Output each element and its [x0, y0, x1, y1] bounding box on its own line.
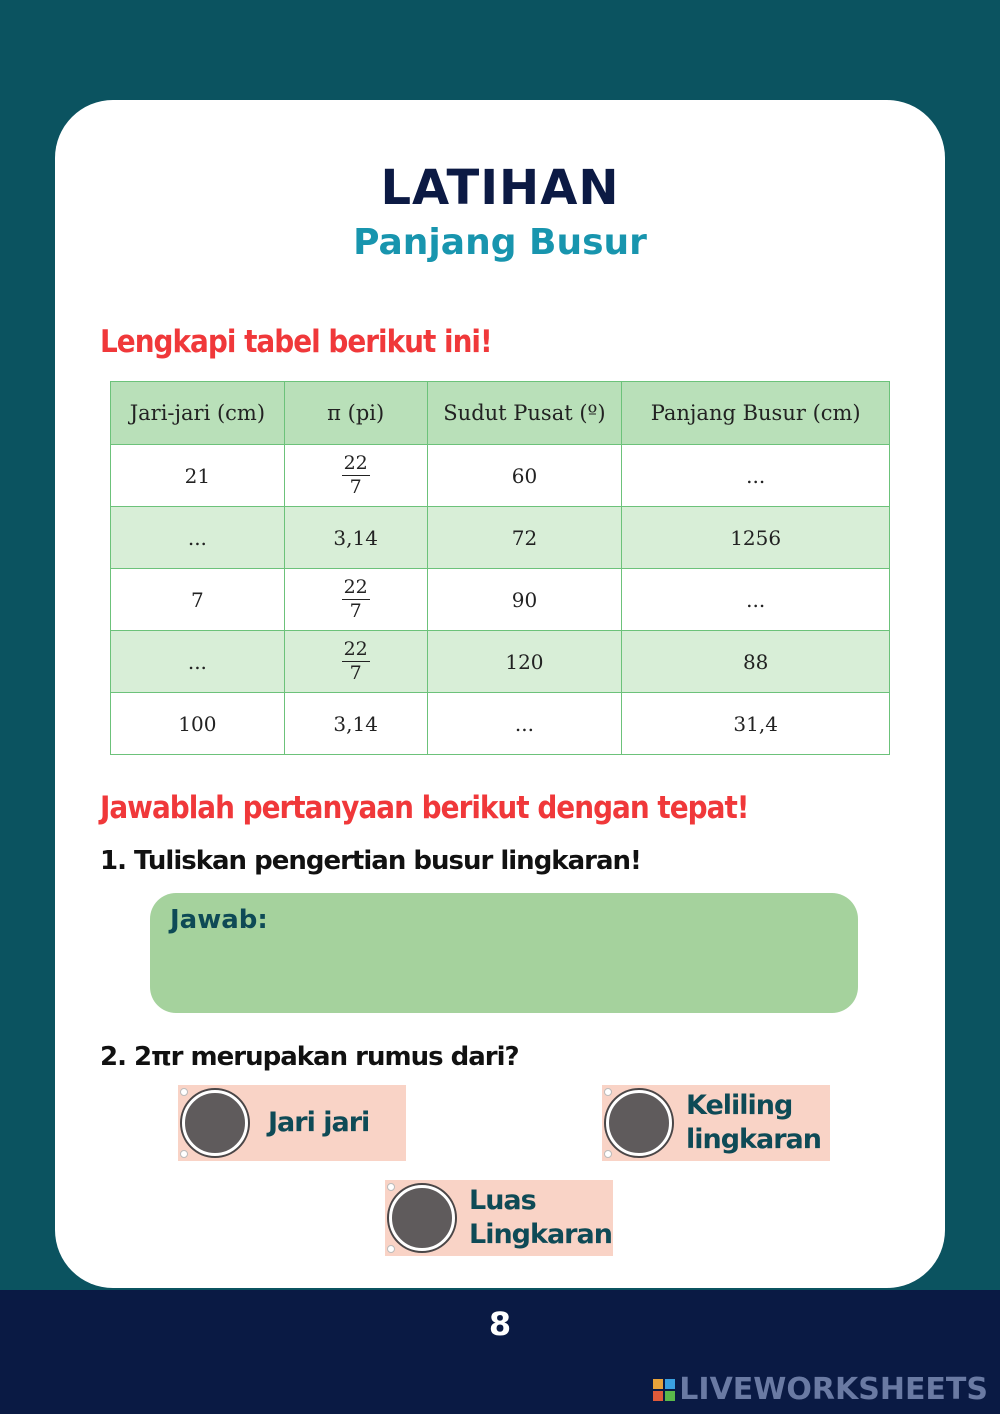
table-row [111, 569, 890, 631]
radio-option-icon[interactable] [606, 1090, 672, 1156]
cell-sudut: 120 [427, 631, 622, 693]
cell-sudut: 72 [427, 507, 622, 569]
question-1: 1. Tuliskan pengertian busur lingkaran! [100, 846, 641, 876]
cell-sudut: ... [427, 693, 622, 755]
option-keliling-lingkaran[interactable] [602, 1085, 830, 1161]
option-luas-lingkaran[interactable] [385, 1180, 613, 1256]
section-heading-table: Lengkapi tabel berikut ini! [100, 324, 492, 360]
option-jari-jari[interactable] [178, 1085, 406, 1161]
page-title: LATIHAN [380, 160, 620, 216]
radio-option-icon[interactable] [389, 1185, 455, 1251]
cell-jari-jari: 21 [111, 445, 285, 507]
cell-pi: 3,14 [284, 507, 427, 569]
answer-label: Jawab: [170, 905, 268, 935]
radio-option-icon[interactable] [182, 1090, 248, 1156]
option-label [686, 1089, 821, 1157]
option-label-line: Jari jari [268, 1107, 370, 1138]
page-subtitle: Panjang Busur [353, 222, 647, 263]
option-label-line: Luas [469, 1185, 536, 1216]
table-row [111, 445, 890, 507]
cell-sudut: 90 [427, 569, 622, 631]
cell-pi: 3,14 [284, 693, 427, 755]
fraction [342, 454, 370, 497]
fraction-denominator: 7 [349, 476, 362, 498]
cell-pi [284, 569, 427, 631]
fraction-numerator: 22 [343, 452, 368, 474]
pin-dot [387, 1183, 395, 1191]
option-label-line: Lingkaran [469, 1219, 612, 1250]
cell-busur: 1256 [622, 507, 890, 569]
data-table [110, 381, 890, 755]
column-header: Panjang Busur (cm) [622, 382, 890, 445]
liveworksheets-logo-icon [653, 1379, 675, 1401]
fraction-numerator: 22 [343, 638, 368, 660]
cell-jari-jari: ... [111, 507, 285, 569]
cell-jari-jari: 7 [111, 569, 285, 631]
fraction [342, 578, 370, 621]
cell-busur: ... [622, 445, 890, 507]
answer-input-box[interactable] [150, 893, 858, 1013]
cell-busur: 88 [622, 631, 890, 693]
brand-text: LIVEWORKSHEETS [679, 1372, 988, 1407]
section-heading-questions: Jawablah pertanyaan berikut dengan tepat! [100, 790, 749, 826]
table-row [111, 631, 890, 693]
option-label-line: Keliling [686, 1090, 793, 1121]
table-row [111, 507, 890, 569]
pin-dot [180, 1088, 188, 1096]
fraction-denominator: 7 [349, 600, 362, 622]
cell-busur: 31,4 [622, 693, 890, 755]
fraction [342, 640, 370, 683]
question-2: 2. 2πr merupakan rumus dari? [100, 1042, 519, 1072]
table-row [111, 693, 890, 755]
pin-dot [604, 1088, 612, 1096]
fraction-denominator: 7 [349, 662, 362, 684]
cell-jari-jari: 100 [111, 693, 285, 755]
page-number: 8 [488, 1305, 512, 1343]
cell-jari-jari: ... [111, 631, 285, 693]
pin-dot [604, 1150, 612, 1158]
cell-pi [284, 445, 427, 507]
cell-pi [284, 631, 427, 693]
cell-sudut: 60 [427, 445, 622, 507]
pin-dot [180, 1150, 188, 1158]
column-header: π (pi) [284, 382, 427, 445]
option-label [268, 1106, 369, 1140]
table-header-row [111, 382, 890, 445]
fraction-numerator: 22 [343, 576, 368, 598]
column-header: Jari-jari (cm) [111, 382, 285, 445]
option-label-line: lingkaran [686, 1124, 821, 1155]
option-label [469, 1184, 612, 1252]
column-header: Sudut Pusat (º) [427, 382, 622, 445]
cell-busur: ... [622, 569, 890, 631]
brand-watermark[interactable] [653, 1372, 988, 1407]
pin-dot [387, 1245, 395, 1253]
